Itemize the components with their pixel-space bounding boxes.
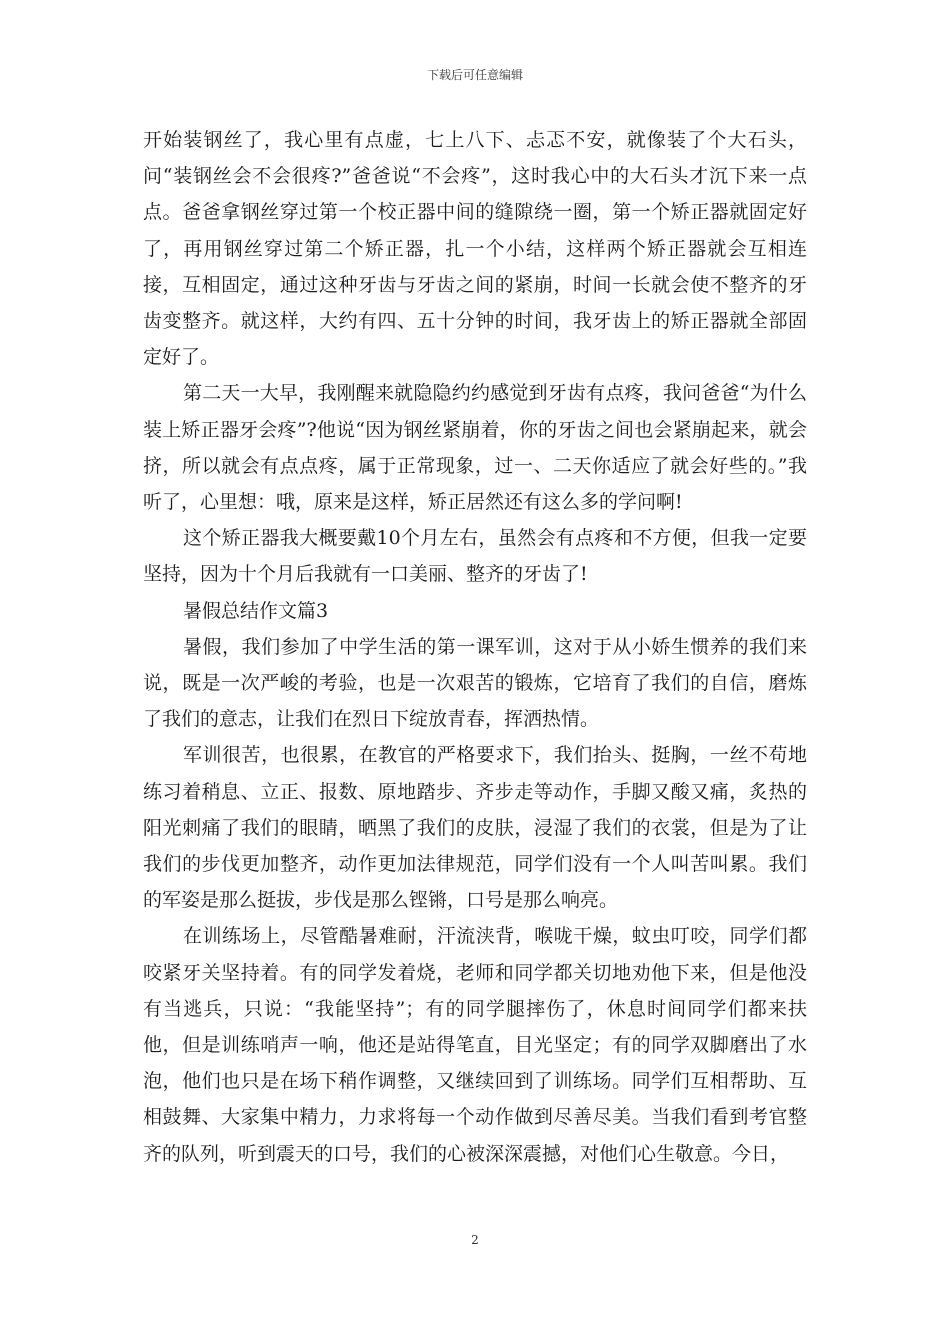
paragraph: 第二天一大早，我刚醒来就隐隐约约感觉到牙齿有点疼，我问爸爸“为什么装上矫正器牙会疼”?他说“因为钢丝紧崩着，你的牙齿之间也会紧崩起来，就会挤，所以就会有点点疼，属于正常现象，过一、二天你适应了就会好些的。”我听了，心里想：哦，原来是这样，矫正居然还有这么多的学问啊! — [143, 382, 807, 514]
page-header: 下载后可任意编辑 — [426, 68, 523, 82]
paragraph: 暑假，我们参加了中学生活的第一课军训，这对于从小娇生惯养的我们来说，既是一次严峻的考验，也是一次艰苦的锻炼，它培育了我们的自信，磨炼了我们的意志，让我们在烈日下绽放青春，挥洒热情。 — [143, 635, 807, 731]
paragraph: 军训很苦，也很累，在教官的严格要求下，我们抬头、挺胸，一丝不苟地练习着稍息、立正、报数、原地踏步、齐步走等动作，手脚又酸又痛，炙热的阳光刺痛了我们的眼睛，晒黑了我们的皮肤，浸湿了我们的衣裳，但是为了让我们的步伐更加整齐，动作更加法律规范，同学们没有一个人叫苦叫累。我们的军姿是那么挺拔，步伐是那么铿锵，口号是那么响亮。 — [143, 744, 807, 912]
paragraph: 这个矫正器我大概要戴10个月左右，虽然会有点疼和不方便，但我一定要坚持，因为十个月后我就有一口美丽、整齐的牙齿了! — [143, 527, 807, 586]
paragraph: 在训练场上，尽管酷暑难耐，汗流浃背，喉咙干燥，蚊虫叮咬，同学们都咬紧牙关坚持着。有的同学发着烧，老师和同学都关切地劝他下来，但是他没有当逃兵，只说：“我能坚持”；有的同学腿摔伤了，休息时间同学们都来扶他，但是训练哨声一响，他还是站得笔直，目光坚定；有的同学双脚磨出了水泡，他们也只是在场下稍作调整，又继续回到了训练场。同学们互相帮助、互相鼓舞、大家集中精力，力求将每一个动作做到尽善尽美。当我们看到考官整齐的队列，听到震天的口号，我们的心被深深震撼，对他们心生敬意。今日， — [143, 925, 807, 1165]
paragraph: 开始装钢丝了，我心里有点虚，七上八下、忐忑不安，就像装了个大石头，问“装钢丝会不会很疼?”爸爸说“不会疼”，这时我心中的大石头才沉下来一点点。爸爸拿钢丝穿过第一个校正器中间的缝隙绕一圈，第一个矫正器就固定好了，再用钢丝穿过第二个矫正器，扎一个小结，这样两个矫正器就会互相连接，互相固定，通过这种牙齿与牙齿之间的紧崩，时间一长就会使不整齐的牙齿变整齐。就这样，大约有四、五十分钟的时间，我牙齿上的矫正器就全部固定好了。 — [143, 129, 807, 369]
section-heading: 暑假总结作文篇3 — [183, 599, 329, 622]
document-body — [143, 122, 807, 1172]
page-number: 2 — [471, 1233, 479, 1247]
